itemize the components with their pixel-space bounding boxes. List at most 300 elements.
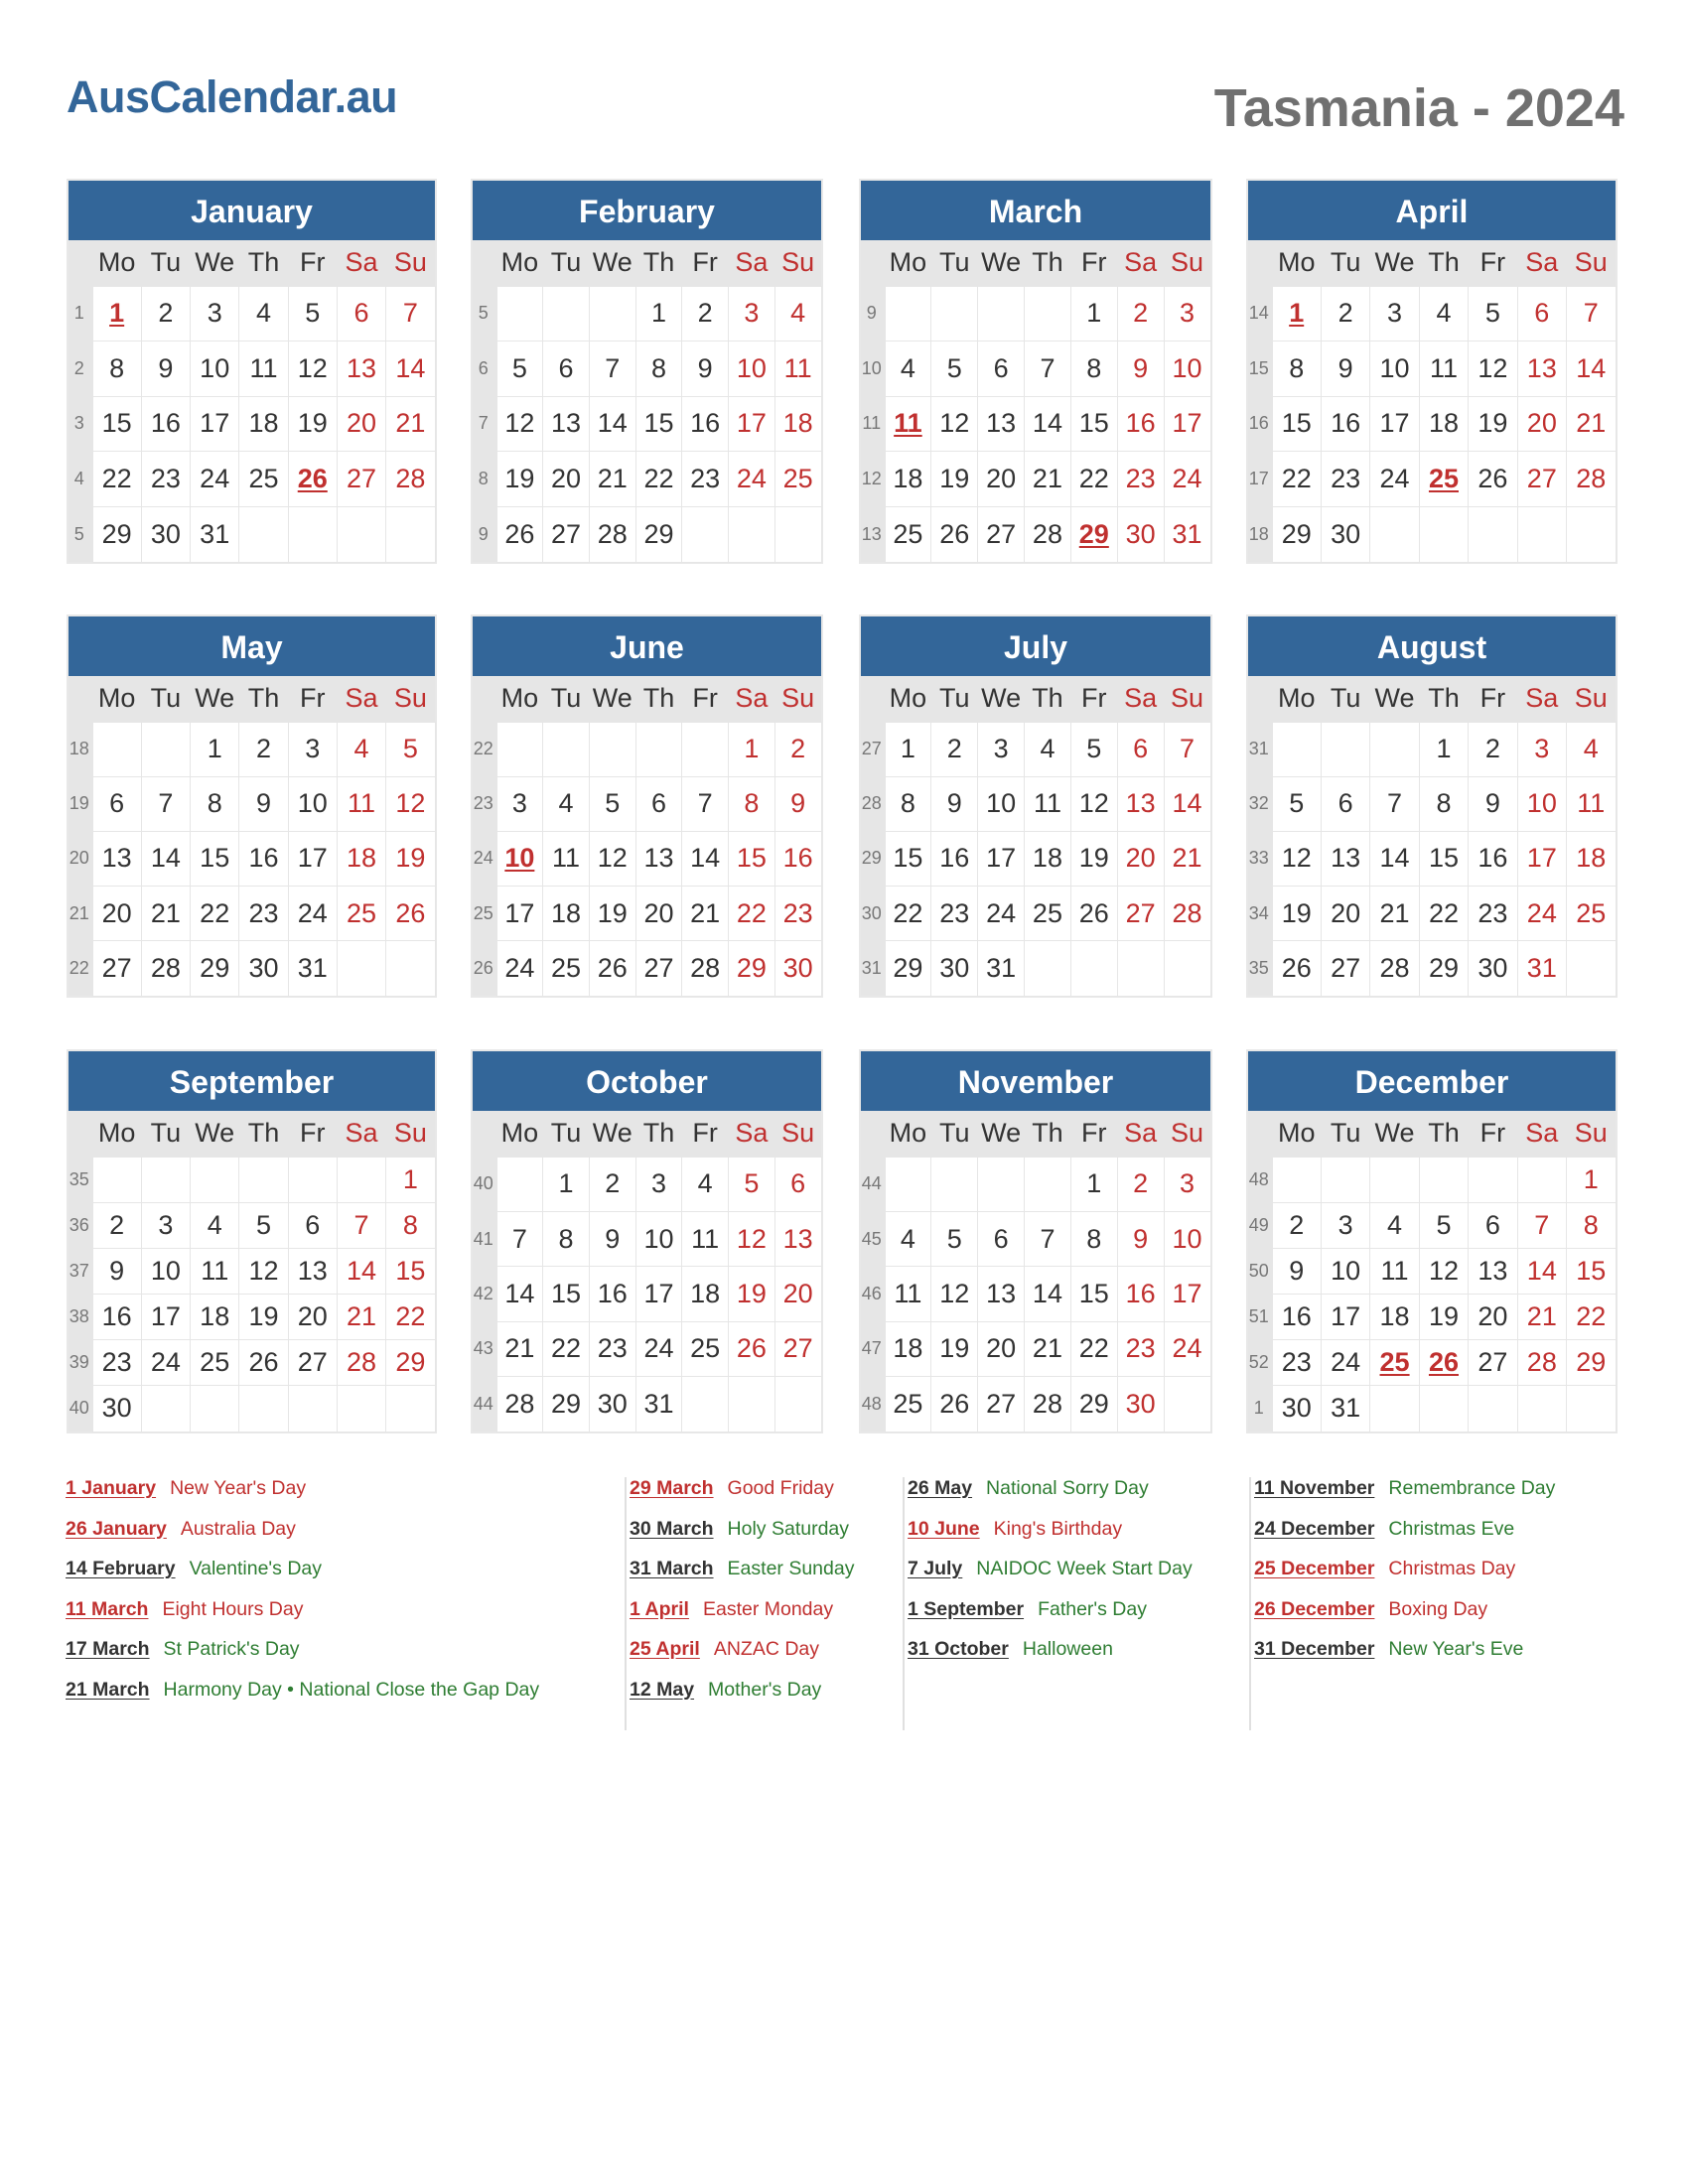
day-cell[interactable]: 23 — [92, 1340, 141, 1386]
day-cell[interactable]: 31 — [1321, 1386, 1369, 1432]
day-cell[interactable]: 13 — [774, 1211, 821, 1266]
day-cell[interactable]: 2 — [92, 1202, 141, 1248]
day-cell[interactable]: 21 — [386, 396, 435, 452]
day-cell[interactable]: 27 — [1469, 1340, 1517, 1386]
day-cell[interactable]: 15 — [386, 1248, 435, 1294]
day-cell[interactable]: 24 — [729, 452, 775, 507]
day-cell[interactable]: 20 — [1321, 887, 1369, 941]
day-cell[interactable]: 15 — [1567, 1248, 1616, 1294]
day-cell[interactable]: 9 — [1469, 776, 1517, 831]
day-cell[interactable]: 3 — [978, 722, 1025, 776]
day-cell[interactable]: 28 — [496, 1377, 543, 1432]
day-cell[interactable]: 11 — [885, 1267, 931, 1321]
day-cell[interactable]: 20 — [774, 1267, 821, 1321]
day-cell[interactable]: 15 — [1419, 831, 1468, 886]
day-cell[interactable]: 30 — [239, 941, 288, 996]
legend-date[interactable]: 7 July — [908, 1558, 963, 1579]
day-cell[interactable]: 17 — [191, 396, 239, 452]
day-cell[interactable]: 16 — [92, 1294, 141, 1339]
day-cell[interactable]: 25 — [239, 452, 288, 507]
day-cell[interactable]: 15 — [543, 1267, 590, 1321]
day-cell[interactable]: 18 — [191, 1294, 239, 1339]
day-cell[interactable]: 29 — [386, 1340, 435, 1386]
day-cell[interactable]: 7 — [1025, 1211, 1071, 1266]
day-cell[interactable]: 19 — [589, 887, 635, 941]
legend-date[interactable]: 29 March — [630, 1477, 714, 1499]
day-cell[interactable]: 19 — [931, 452, 978, 507]
day-cell[interactable]: 16 — [1469, 831, 1517, 886]
day-cell[interactable]: 22 — [1419, 887, 1468, 941]
day-cell[interactable]: 30 — [774, 941, 821, 996]
day-cell[interactable]: 29 — [1070, 1377, 1117, 1432]
day-cell[interactable]: 13 — [1321, 831, 1369, 886]
day-cell[interactable]: 1 — [1567, 1157, 1616, 1202]
legend-date[interactable]: 1 April — [630, 1597, 689, 1620]
day-cell[interactable]: 7 — [337, 1202, 385, 1248]
day-cell[interactable]: 13 — [635, 831, 682, 886]
day-cell[interactable]: 29 — [729, 941, 775, 996]
legend-date[interactable]: 1 September — [908, 1597, 1025, 1620]
day-cell[interactable]: 28 — [337, 1340, 385, 1386]
day-cell[interactable]: 7 — [682, 776, 729, 831]
day-cell[interactable]: 19 — [386, 831, 435, 886]
day-cell[interactable]: 30 — [931, 941, 978, 996]
day-cell[interactable]: 21 — [141, 887, 190, 941]
day-cell[interactable]: 15 — [92, 396, 141, 452]
day-cell[interactable]: 4 — [885, 341, 931, 397]
day-cell[interactable]: 12 — [931, 1267, 978, 1321]
day-cell[interactable]: 16 — [1117, 396, 1164, 452]
day-cell[interactable]: 2 — [1272, 1202, 1321, 1248]
day-cell[interactable]: 19 — [1419, 1294, 1468, 1339]
day-cell[interactable]: 28 — [682, 941, 729, 996]
day-cell[interactable]: 11 — [1025, 776, 1071, 831]
day-cell[interactable]: 2 — [774, 722, 821, 776]
day-cell[interactable]: 2 — [1117, 1157, 1164, 1211]
day-cell[interactable]: 8 — [885, 776, 931, 831]
day-cell[interactable]: 1 — [1272, 286, 1321, 341]
day-cell[interactable]: 3 — [1164, 286, 1210, 341]
day-cell[interactable]: 8 — [1567, 1202, 1616, 1248]
day-cell[interactable]: 26 — [239, 1340, 288, 1386]
day-cell[interactable]: 21 — [682, 887, 729, 941]
day-cell[interactable]: 25 — [1567, 887, 1616, 941]
day-cell[interactable]: 21 — [1567, 396, 1616, 452]
day-cell[interactable]: 14 — [1517, 1248, 1566, 1294]
day-cell[interactable]: 13 — [92, 831, 141, 886]
day-cell[interactable]: 17 — [496, 887, 543, 941]
day-cell[interactable]: 31 — [191, 506, 239, 562]
day-cell[interactable]: 8 — [1070, 341, 1117, 397]
day-cell[interactable]: 14 — [1567, 341, 1616, 397]
day-cell[interactable]: 10 — [141, 1248, 190, 1294]
day-cell[interactable]: 21 — [1025, 452, 1071, 507]
day-cell[interactable]: 27 — [1517, 452, 1566, 507]
day-cell[interactable]: 24 — [496, 941, 543, 996]
day-cell[interactable]: 31 — [1517, 941, 1566, 996]
day-cell[interactable]: 27 — [774, 1321, 821, 1376]
day-cell[interactable]: 11 — [885, 396, 931, 452]
day-cell[interactable]: 12 — [288, 341, 337, 397]
day-cell[interactable]: 21 — [1370, 887, 1419, 941]
day-cell[interactable]: 26 — [729, 1321, 775, 1376]
day-cell[interactable]: 15 — [1272, 396, 1321, 452]
day-cell[interactable]: 5 — [496, 341, 543, 397]
day-cell[interactable]: 25 — [885, 506, 931, 562]
day-cell[interactable]: 15 — [885, 831, 931, 886]
day-cell[interactable]: 9 — [931, 776, 978, 831]
day-cell[interactable]: 30 — [589, 1377, 635, 1432]
day-cell[interactable]: 13 — [288, 1248, 337, 1294]
day-cell[interactable]: 18 — [543, 887, 590, 941]
day-cell[interactable]: 28 — [141, 941, 190, 996]
day-cell[interactable]: 1 — [729, 722, 775, 776]
legend-date[interactable]: 21 March — [66, 1678, 150, 1701]
day-cell[interactable]: 23 — [141, 452, 190, 507]
day-cell[interactable]: 26 — [386, 887, 435, 941]
day-cell[interactable]: 12 — [1419, 1248, 1468, 1294]
day-cell[interactable]: 17 — [1370, 396, 1419, 452]
day-cell[interactable]: 1 — [386, 1157, 435, 1202]
day-cell[interactable]: 31 — [978, 941, 1025, 996]
day-cell[interactable]: 14 — [337, 1248, 385, 1294]
day-cell[interactable]: 24 — [1517, 887, 1566, 941]
day-cell[interactable]: 29 — [191, 941, 239, 996]
day-cell[interactable]: 1 — [1070, 1157, 1117, 1211]
day-cell[interactable]: 1 — [191, 722, 239, 776]
day-cell[interactable]: 4 — [191, 1202, 239, 1248]
day-cell[interactable]: 10 — [729, 341, 775, 397]
day-cell[interactable]: 18 — [1419, 396, 1468, 452]
day-cell[interactable]: 9 — [141, 341, 190, 397]
day-cell[interactable]: 7 — [1517, 1202, 1566, 1248]
day-cell[interactable]: 3 — [1370, 286, 1419, 341]
day-cell[interactable]: 5 — [386, 722, 435, 776]
day-cell[interactable]: 23 — [1469, 887, 1517, 941]
day-cell[interactable]: 30 — [1117, 1377, 1164, 1432]
day-cell[interactable]: 10 — [1321, 1248, 1369, 1294]
legend-date[interactable]: 17 March — [66, 1638, 150, 1660]
day-cell[interactable]: 20 — [288, 1294, 337, 1339]
day-cell[interactable]: 29 — [635, 506, 682, 562]
day-cell[interactable]: 24 — [1164, 452, 1210, 507]
day-cell[interactable]: 8 — [386, 1202, 435, 1248]
day-cell[interactable]: 13 — [978, 396, 1025, 452]
day-cell[interactable]: 22 — [1070, 1321, 1117, 1376]
day-cell[interactable]: 2 — [931, 722, 978, 776]
day-cell[interactable]: 16 — [682, 396, 729, 452]
day-cell[interactable]: 10 — [496, 831, 543, 886]
day-cell[interactable]: 9 — [1272, 1248, 1321, 1294]
day-cell[interactable]: 4 — [885, 1211, 931, 1266]
day-cell[interactable]: 21 — [337, 1294, 385, 1339]
day-cell[interactable]: 23 — [589, 1321, 635, 1376]
day-cell[interactable]: 18 — [885, 452, 931, 507]
day-cell[interactable]: 6 — [1321, 776, 1369, 831]
day-cell[interactable]: 14 — [1164, 776, 1210, 831]
day-cell[interactable]: 19 — [729, 1267, 775, 1321]
legend-date[interactable]: 26 December — [1254, 1597, 1375, 1620]
day-cell[interactable]: 12 — [589, 831, 635, 886]
legend-date[interactable]: 11 March — [66, 1597, 149, 1620]
day-cell[interactable]: 16 — [141, 396, 190, 452]
day-cell[interactable]: 17 — [1321, 1294, 1369, 1339]
day-cell[interactable]: 1 — [635, 286, 682, 341]
day-cell[interactable]: 17 — [288, 831, 337, 886]
day-cell[interactable]: 22 — [92, 452, 141, 507]
day-cell[interactable]: 25 — [1025, 887, 1071, 941]
day-cell[interactable]: 22 — [885, 887, 931, 941]
day-cell[interactable]: 17 — [141, 1294, 190, 1339]
day-cell[interactable]: 8 — [635, 341, 682, 397]
day-cell[interactable]: 15 — [1070, 1267, 1117, 1321]
legend-date[interactable]: 30 March — [630, 1517, 714, 1540]
day-cell[interactable]: 21 — [1517, 1294, 1566, 1339]
day-cell[interactable]: 27 — [978, 1377, 1025, 1432]
day-cell[interactable]: 31 — [288, 941, 337, 996]
day-cell[interactable]: 13 — [978, 1267, 1025, 1321]
day-cell[interactable]: 17 — [635, 1267, 682, 1321]
day-cell[interactable]: 16 — [1321, 396, 1369, 452]
day-cell[interactable]: 27 — [635, 941, 682, 996]
day-cell[interactable]: 10 — [1370, 341, 1419, 397]
day-cell[interactable]: 28 — [1567, 452, 1616, 507]
day-cell[interactable]: 3 — [1517, 722, 1566, 776]
day-cell[interactable]: 7 — [141, 776, 190, 831]
day-cell[interactable]: 7 — [496, 1211, 543, 1266]
day-cell[interactable]: 26 — [1070, 887, 1117, 941]
day-cell[interactable]: 10 — [191, 341, 239, 397]
day-cell[interactable]: 7 — [1025, 341, 1071, 397]
day-cell[interactable]: 30 — [1272, 1386, 1321, 1432]
day-cell[interactable]: 28 — [1370, 941, 1419, 996]
day-cell[interactable]: 5 — [288, 286, 337, 341]
day-cell[interactable]: 6 — [1469, 1202, 1517, 1248]
day-cell[interactable]: 3 — [141, 1202, 190, 1248]
day-cell[interactable]: 22 — [543, 1321, 590, 1376]
day-cell[interactable]: 26 — [931, 1377, 978, 1432]
day-cell[interactable]: 12 — [496, 396, 543, 452]
day-cell[interactable]: 24 — [978, 887, 1025, 941]
day-cell[interactable]: 25 — [774, 452, 821, 507]
day-cell[interactable]: 26 — [589, 941, 635, 996]
day-cell[interactable]: 2 — [1321, 286, 1369, 341]
day-cell[interactable]: 23 — [931, 887, 978, 941]
day-cell[interactable]: 12 — [729, 1211, 775, 1266]
day-cell[interactable]: 15 — [191, 831, 239, 886]
day-cell[interactable]: 25 — [1419, 452, 1468, 507]
day-cell[interactable]: 21 — [496, 1321, 543, 1376]
day-cell[interactable]: 5 — [931, 1211, 978, 1266]
day-cell[interactable]: 18 — [337, 831, 385, 886]
day-cell[interactable]: 24 — [191, 452, 239, 507]
day-cell[interactable]: 10 — [1164, 1211, 1210, 1266]
day-cell[interactable]: 14 — [589, 396, 635, 452]
day-cell[interactable]: 30 — [1469, 941, 1517, 996]
day-cell[interactable]: 6 — [1117, 722, 1164, 776]
day-cell[interactable]: 26 — [931, 506, 978, 562]
day-cell[interactable]: 5 — [729, 1157, 775, 1211]
day-cell[interactable]: 28 — [386, 452, 435, 507]
day-cell[interactable]: 27 — [543, 506, 590, 562]
day-cell[interactable]: 18 — [682, 1267, 729, 1321]
day-cell[interactable]: 21 — [1025, 1321, 1071, 1376]
day-cell[interactable]: 20 — [635, 887, 682, 941]
day-cell[interactable]: 19 — [288, 396, 337, 452]
day-cell[interactable]: 20 — [543, 452, 590, 507]
day-cell[interactable]: 29 — [1272, 506, 1321, 562]
day-cell[interactable]: 17 — [1517, 831, 1566, 886]
day-cell[interactable]: 10 — [1164, 341, 1210, 397]
day-cell[interactable]: 24 — [1321, 1340, 1369, 1386]
day-cell[interactable]: 4 — [337, 722, 385, 776]
day-cell[interactable]: 11 — [774, 341, 821, 397]
day-cell[interactable]: 11 — [682, 1211, 729, 1266]
day-cell[interactable]: 7 — [1164, 722, 1210, 776]
day-cell[interactable]: 18 — [1567, 831, 1616, 886]
day-cell[interactable]: 8 — [729, 776, 775, 831]
day-cell[interactable]: 3 — [496, 776, 543, 831]
day-cell[interactable]: 14 — [386, 341, 435, 397]
day-cell[interactable]: 15 — [635, 396, 682, 452]
day-cell[interactable]: 14 — [1025, 1267, 1071, 1321]
day-cell[interactable]: 1 — [1070, 286, 1117, 341]
day-cell[interactable]: 24 — [635, 1321, 682, 1376]
day-cell[interactable]: 5 — [1272, 776, 1321, 831]
day-cell[interactable]: 17 — [1164, 1267, 1210, 1321]
day-cell[interactable]: 4 — [1567, 722, 1616, 776]
day-cell[interactable]: 28 — [1517, 1340, 1566, 1386]
day-cell[interactable]: 19 — [1070, 831, 1117, 886]
day-cell[interactable]: 23 — [1117, 452, 1164, 507]
day-cell[interactable]: 25 — [885, 1377, 931, 1432]
legend-date[interactable]: 1 January — [66, 1477, 157, 1499]
day-cell[interactable]: 3 — [1321, 1202, 1369, 1248]
day-cell[interactable]: 4 — [239, 286, 288, 341]
day-cell[interactable]: 3 — [191, 286, 239, 341]
day-cell[interactable]: 15 — [729, 831, 775, 886]
day-cell[interactable]: 3 — [288, 722, 337, 776]
day-cell[interactable]: 28 — [1025, 506, 1071, 562]
day-cell[interactable]: 23 — [239, 887, 288, 941]
day-cell[interactable]: 11 — [337, 776, 385, 831]
day-cell[interactable]: 1 — [543, 1157, 590, 1211]
legend-date[interactable]: 26 May — [908, 1477, 973, 1499]
day-cell[interactable]: 9 — [774, 776, 821, 831]
day-cell[interactable]: 22 — [1567, 1294, 1616, 1339]
legend-date[interactable]: 31 October — [908, 1638, 1009, 1660]
day-cell[interactable]: 5 — [239, 1202, 288, 1248]
day-cell[interactable]: 23 — [1321, 452, 1369, 507]
day-cell[interactable]: 24 — [141, 1340, 190, 1386]
day-cell[interactable]: 23 — [1272, 1340, 1321, 1386]
day-cell[interactable]: 13 — [1117, 776, 1164, 831]
day-cell[interactable]: 1 — [885, 722, 931, 776]
day-cell[interactable]: 24 — [288, 887, 337, 941]
day-cell[interactable]: 16 — [1117, 1267, 1164, 1321]
day-cell[interactable]: 1 — [1419, 722, 1468, 776]
day-cell[interactable]: 29 — [92, 506, 141, 562]
day-cell[interactable]: 1 — [92, 286, 141, 341]
day-cell[interactable]: 24 — [1164, 1321, 1210, 1376]
day-cell[interactable]: 14 — [496, 1267, 543, 1321]
day-cell[interactable]: 27 — [337, 452, 385, 507]
day-cell[interactable]: 13 — [1469, 1248, 1517, 1294]
day-cell[interactable]: 6 — [337, 286, 385, 341]
day-cell[interactable]: 2 — [1117, 286, 1164, 341]
day-cell[interactable]: 19 — [496, 452, 543, 507]
day-cell[interactable]: 30 — [141, 506, 190, 562]
day-cell[interactable]: 27 — [978, 506, 1025, 562]
day-cell[interactable]: 20 — [978, 452, 1025, 507]
day-cell[interactable]: 23 — [774, 887, 821, 941]
day-cell[interactable]: 27 — [288, 1340, 337, 1386]
day-cell[interactable]: 17 — [978, 831, 1025, 886]
day-cell[interactable]: 25 — [191, 1340, 239, 1386]
day-cell[interactable]: 13 — [1517, 341, 1566, 397]
day-cell[interactable]: 12 — [931, 396, 978, 452]
day-cell[interactable]: 9 — [1117, 341, 1164, 397]
day-cell[interactable]: 6 — [543, 341, 590, 397]
day-cell[interactable]: 20 — [92, 887, 141, 941]
day-cell[interactable]: 12 — [239, 1248, 288, 1294]
day-cell[interactable]: 19 — [239, 1294, 288, 1339]
day-cell[interactable]: 14 — [1025, 396, 1071, 452]
day-cell[interactable]: 18 — [1370, 1294, 1419, 1339]
day-cell[interactable]: 4 — [774, 286, 821, 341]
day-cell[interactable]: 6 — [774, 1157, 821, 1211]
legend-date[interactable]: 14 February — [66, 1558, 176, 1579]
day-cell[interactable]: 21 — [589, 452, 635, 507]
day-cell[interactable]: 18 — [239, 396, 288, 452]
day-cell[interactable]: 22 — [1272, 452, 1321, 507]
day-cell[interactable]: 14 — [141, 831, 190, 886]
day-cell[interactable]: 11 — [1370, 1248, 1419, 1294]
legend-date[interactable]: 24 December — [1254, 1517, 1375, 1540]
day-cell[interactable]: 3 — [729, 286, 775, 341]
day-cell[interactable]: 16 — [931, 831, 978, 886]
day-cell[interactable]: 4 — [1419, 286, 1468, 341]
day-cell[interactable]: 29 — [1419, 941, 1468, 996]
day-cell[interactable]: 20 — [1517, 396, 1566, 452]
day-cell[interactable]: 23 — [682, 452, 729, 507]
day-cell[interactable]: 12 — [1070, 776, 1117, 831]
day-cell[interactable]: 29 — [885, 941, 931, 996]
day-cell[interactable]: 30 — [1117, 506, 1164, 562]
day-cell[interactable]: 29 — [543, 1377, 590, 1432]
day-cell[interactable]: 27 — [1117, 887, 1164, 941]
day-cell[interactable]: 4 — [1370, 1202, 1419, 1248]
day-cell[interactable]: 11 — [239, 341, 288, 397]
day-cell[interactable]: 13 — [337, 341, 385, 397]
day-cell[interactable]: 2 — [239, 722, 288, 776]
day-cell[interactable]: 22 — [1070, 452, 1117, 507]
legend-date[interactable]: 25 April — [630, 1638, 700, 1660]
day-cell[interactable]: 8 — [1070, 1211, 1117, 1266]
day-cell[interactable]: 30 — [92, 1386, 141, 1432]
legend-date[interactable]: 31 March — [630, 1558, 714, 1579]
day-cell[interactable]: 8 — [543, 1211, 590, 1266]
day-cell[interactable]: 9 — [1321, 341, 1369, 397]
day-cell[interactable]: 22 — [635, 452, 682, 507]
day-cell[interactable]: 10 — [635, 1211, 682, 1266]
day-cell[interactable]: 6 — [635, 776, 682, 831]
day-cell[interactable]: 11 — [1419, 341, 1468, 397]
day-cell[interactable]: 10 — [1517, 776, 1566, 831]
day-cell[interactable]: 12 — [1272, 831, 1321, 886]
legend-date[interactable]: 25 December — [1254, 1558, 1375, 1579]
legend-date[interactable]: 12 May — [630, 1678, 695, 1701]
